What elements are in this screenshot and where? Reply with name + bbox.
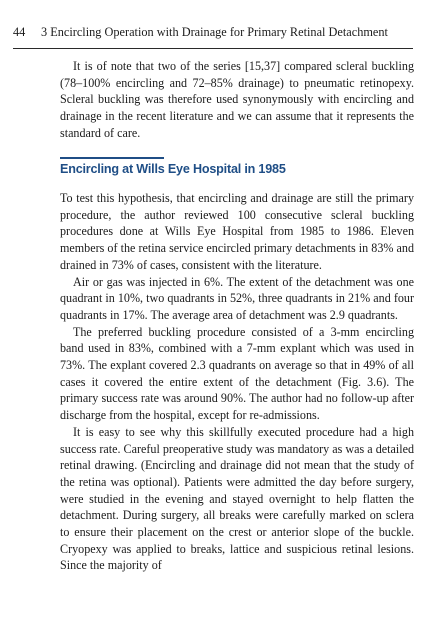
paragraph-buckling-procedure: The preferred buckling procedure consisted of a 3-mm encircling band used in 83%, combined with a 7-mm explant which was used in 73%. The explant covered 2.3 quadrants on average so that in 49% of all cases it covered the entire extent of the detachment (Fig. 3.6). The primary success rate was around 90%. The author had no follow-up after discharge from the hospital, except for re-admissions. [60, 324, 414, 423]
page-number: 44 [13, 25, 26, 39]
header-rule [13, 48, 413, 49]
intro-text-block [60, 58, 414, 142]
intro-paragraph: It is of note that two of the series [15,37] compared scleral buckling (78–100% encircling and 72–85% drainage) to pneumatic retinopexy. Scleral buckling was therefore used synonymously with encircling and drainage in the recent literature and we can assume that it represents the standard of care. [60, 59, 414, 140]
section-text-block [60, 190, 414, 574]
running-head [13, 24, 413, 44]
paragraph-air-gas: Air or gas was injected in 6%. The extent of the detachment was one quadrant in 10%, two quadrants in 52%, three quadrants in 21% and four quadrants in 17%. The average area of detachment was 2.9 quadrants. [60, 274, 414, 322]
paragraph-hypothesis: To test this hypothesis, that encircling and drainage are still the primary procedure, the author reviewed 100 consecutive scleral buckling procedures done at Wills Eye Hospital from 1985 to 1986. Eleven members of the retina service encircled primary detachments in 83% and drained in 73% of cases, consistent with the literature. [60, 191, 414, 272]
paragraph-success-rate: It is easy to see why this skillfully executed procedure had a high success rate. Careful preoperative study was mandatory as was a detailed retinal drawing. (Encircling and drainage did not mean that the study of the retina was optional). Patients were admitted the day before surgery, were studied in the evening and stayed overnight to help flatten the detachment. During surgery, all breaks were carefully marked on sclera to ensure their placement on the crest or anterior slope of the buckle. Cryopexy was applied to breaks, lattice and suspicious retinal lesions. Since the majority of [60, 424, 414, 573]
section-heading-rule [60, 157, 164, 159]
section-heading: Encircling at Wills Eye Hospital in 1985 [60, 162, 286, 176]
chapter-title: 3 Encircling Operation with Drainage for Primary Retinal Detachment [41, 25, 388, 39]
